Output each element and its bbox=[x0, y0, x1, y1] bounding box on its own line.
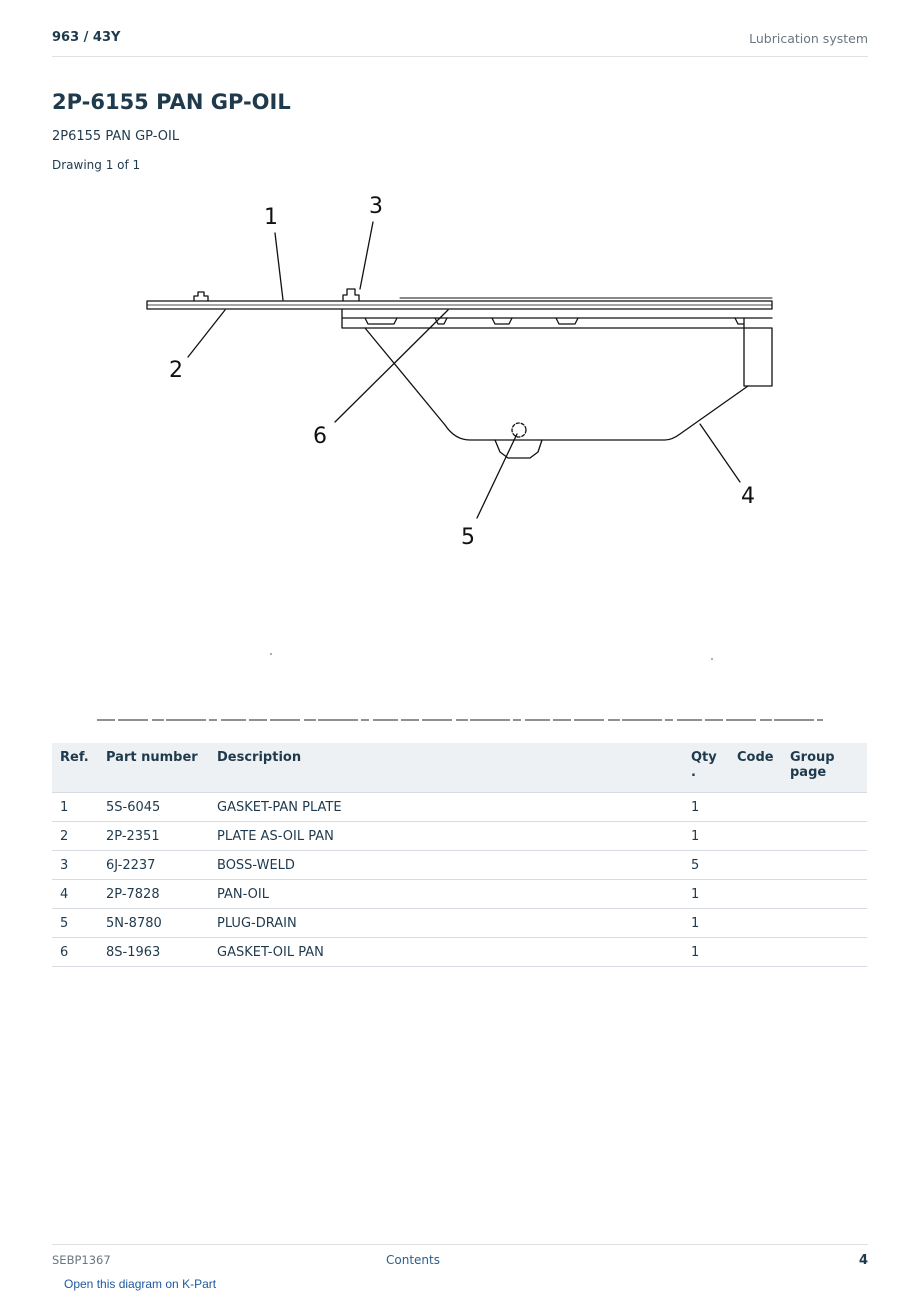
cell-part-number: 2P-2351 bbox=[98, 822, 209, 851]
section-label: Lubrication system bbox=[749, 31, 868, 46]
col-description: Description bbox=[209, 743, 683, 793]
col-ref: Ref. bbox=[52, 743, 98, 793]
oil-pan-body bbox=[365, 328, 748, 440]
boss-weld-left bbox=[194, 292, 208, 301]
document-id: SEBP1367 bbox=[52, 1253, 111, 1267]
boss-weld-right bbox=[343, 289, 359, 301]
table-row bbox=[52, 793, 867, 822]
table-row bbox=[52, 822, 867, 851]
callout-1: 1 bbox=[264, 205, 278, 230]
callout-3: 3 bbox=[369, 194, 383, 219]
cell-ref: 5 bbox=[52, 909, 98, 938]
callout-4: 4 bbox=[741, 484, 755, 509]
cell-part-number: 5S-6045 bbox=[98, 793, 209, 822]
page-title: 2P-6155 PAN GP-OIL bbox=[52, 90, 291, 114]
drawing-number: Drawing 1 of 1 bbox=[52, 158, 141, 172]
cell-group-page bbox=[782, 909, 867, 938]
cell-group-page bbox=[782, 822, 867, 851]
col-group-page: Group page bbox=[782, 743, 867, 793]
cell-qty: 1 bbox=[683, 822, 729, 851]
table-row bbox=[52, 851, 867, 880]
cell-qty: 1 bbox=[683, 909, 729, 938]
cell-qty: 5 bbox=[683, 851, 729, 880]
cell-description: GASKET-PAN PLATE bbox=[209, 793, 683, 822]
cell-description: PAN-OIL bbox=[209, 880, 683, 909]
page-subtitle: 2P6155 PAN GP-OIL bbox=[52, 129, 180, 144]
cell-code bbox=[729, 793, 782, 822]
drain-plug bbox=[495, 440, 542, 458]
table-row bbox=[52, 880, 867, 909]
cell-group-page bbox=[782, 880, 867, 909]
cell-group-page bbox=[782, 851, 867, 880]
cell-ref: 1 bbox=[52, 793, 98, 822]
callout-6: 6 bbox=[313, 424, 327, 449]
cell-ref: 6 bbox=[52, 938, 98, 967]
page-header bbox=[52, 28, 868, 57]
parts-diagram bbox=[0, 180, 920, 740]
cell-ref: 4 bbox=[52, 880, 98, 909]
cell-part-number: 6J-2237 bbox=[98, 851, 209, 880]
cell-qty: 1 bbox=[683, 938, 729, 967]
cell-code bbox=[729, 938, 782, 967]
table-row bbox=[52, 909, 867, 938]
parts-table bbox=[52, 743, 867, 967]
table-row bbox=[52, 938, 867, 967]
cell-part-number: 8S-1963 bbox=[98, 938, 209, 967]
contents-link[interactable]: Contents bbox=[386, 1253, 440, 1267]
cell-qty: 1 bbox=[683, 793, 729, 822]
model-label: 963 / 43Y bbox=[52, 30, 121, 45]
page-number: 4 bbox=[858, 1253, 868, 1268]
cell-description: GASKET-OIL PAN bbox=[209, 938, 683, 967]
table-header-row bbox=[52, 743, 867, 793]
cell-part-number: 5N-8780 bbox=[98, 909, 209, 938]
cell-group-page bbox=[782, 793, 867, 822]
callout-5: 5 bbox=[461, 525, 475, 550]
cell-group-page bbox=[782, 938, 867, 967]
cell-description: PLATE AS-OIL PAN bbox=[209, 822, 683, 851]
col-part-number: Part number bbox=[98, 743, 209, 793]
cell-code bbox=[729, 822, 782, 851]
col-qty: Qty . bbox=[683, 743, 729, 793]
cell-part-number: 2P-7828 bbox=[98, 880, 209, 909]
cell-description: BOSS-WELD bbox=[209, 851, 683, 880]
cell-code bbox=[729, 909, 782, 938]
cell-code bbox=[729, 851, 782, 880]
footer-divider bbox=[52, 1244, 868, 1245]
cell-ref: 3 bbox=[52, 851, 98, 880]
cell-qty: 1 bbox=[683, 880, 729, 909]
kpart-link[interactable]: Open this diagram on K-Part bbox=[64, 1277, 217, 1291]
cell-ref: 2 bbox=[52, 822, 98, 851]
cell-code bbox=[729, 880, 782, 909]
col-code: Code bbox=[729, 743, 782, 793]
cell-description: PLUG-DRAIN bbox=[209, 909, 683, 938]
callout-2: 2 bbox=[169, 358, 183, 383]
